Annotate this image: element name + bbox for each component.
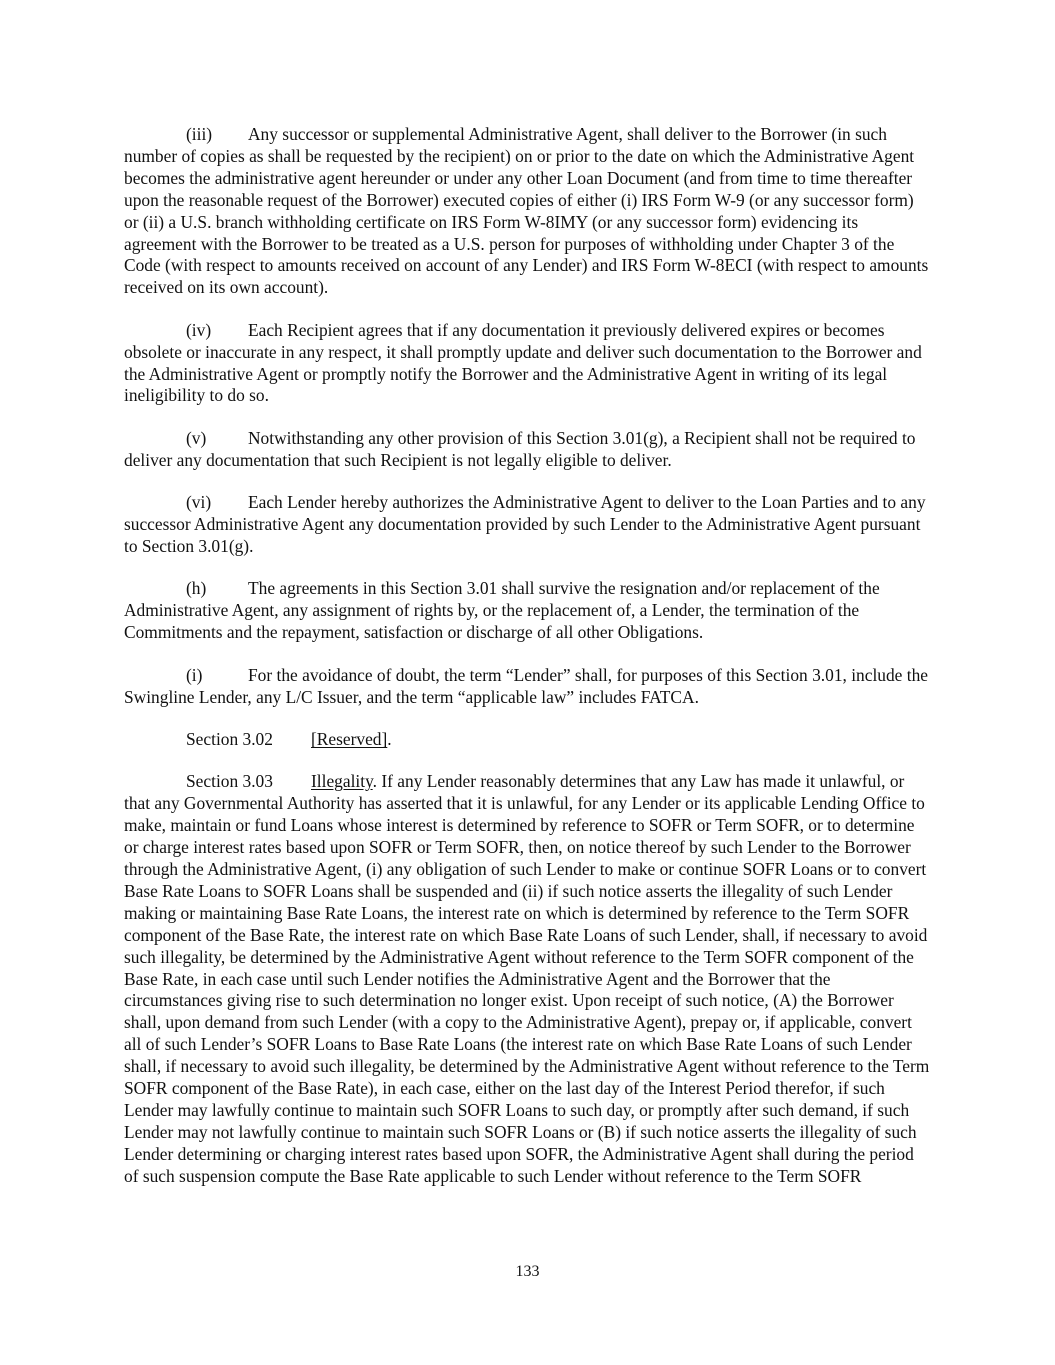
section-text: . If any Lender reasonably determines that any Law has made it unlawful, or that any Governmental Authority has asserted that it is unlawful, for any Lender or its applicable Lending Office to make, maintain or fund Loans whose interest is determined by reference to SOFR or Term SOFR, or to determine or charge interest rates based upon SOFR or Term SOFR, then, on notice thereof by such Lender to the Borrower through the Administrative Agent, (i) any obligation of such Lender to make or continue SOFR Loans or to convert Base Rate Loans to SOFR Loans shall be suspended and (ii) if such notice asserts the illegality of such Lender making or maintaining Base Rate Loans, the interest rate on which is determined by reference to the Term SOFR component of the Base Rate, the interest rate on which Base Rate Loans of such Lender, shall, if necessary to avoid such illegality, be determined by the Administrative Agent without reference to the Term SOFR component of the Base Rate, in each case until such Lender notifies the Administrative Agent and the Borrower that the circumstances giving rise to such determination no longer exist. Upon receipt of such notice, (A) the Borrower shall, upon demand from such Lender (with a copy to the Administrative Agent), prepay or, if applicable, convert all of such Lender’s SOFR Loans to Base Rate Loans (the interest rate on which Base Rate Loans of such Lender shall, if necessary to avoid such illegality, be determined by the Administrative Agent without reference to the Term SOFR component of the Base Rate), in each case, either on the last day of the Interest Period therefor, if such Lender may lawfully continue to maintain such SOFR Loans to such day, or promptly after such demand, if such Lender may not lawfully continue to maintain such SOFR Loans or (B) if such notice asserts the illegality of such Lender determining or charging interest rates based upon SOFR, the Administrative Agent shall during the period of such suspension compute the Base Rate applicable to such Lender without reference to the Term SOFR (124, 771, 930, 1186)
paragraph-iii (124, 124, 932, 299)
document-body (124, 124, 932, 1208)
section-label: Section 3.02 (186, 728, 273, 749)
paragraph-text: Any successor or supplemental Administrative Agent, shall deliver to the Borrower (in such number of copies as shall be requested by the recipient) on or prior to the date on which the Administrative Agent becomes the administrative agent hereunder or under any other Loan Document (and from time to time thereafter upon the reasonable request of the Borrower) executed copies of either (i) IRS Form W-9 (or any successor form) or (ii) a U.S. branch withholding certificate on IRS Form W-8IMY (or any successor form) evidencing its agreement with the Borrower to be treated as a U.S. person for purposes of withholding under Chapter 3 of the Code (with respect to amounts received on account of any Lender) and IRS Form W-8ECI (with respect to amounts received on its own account). (124, 124, 929, 298)
paragraph-number: (h) (186, 578, 207, 599)
paragraph-vi (124, 492, 932, 558)
paragraph-number: (iii) (186, 124, 213, 144)
section-title-period: . (387, 728, 392, 749)
section-title: [Reserved] (311, 728, 388, 749)
paragraph-text: Notwithstanding any other provision of this Section 3.01(g), a Recipient shall not be required to deliver any documentation that such Recipient is not legally eligible to deliver. (124, 427, 916, 470)
section-3-03 (124, 771, 932, 1187)
paragraph-text: Each Recipient agrees that if any documentation it previously delivered expires or becomes obsolete or inaccurate in any respect, it shall promptly update and deliver such documentation to the Borrower and the Administrative Agent or promptly notify the Borrower and the Administrative Agent in writing of its legal ineligibility to do so. (124, 319, 922, 406)
paragraph-text: The agreements in this Section 3.01 shall survive the resignation and/or replacement of the Administrative Agent, any assignment of rights by, or the replacement of, a Lender, the termination of the Commitments and the repayment, satisfaction or discharge of all other Obligations. (124, 578, 880, 643)
paragraph-text: For the avoidance of doubt, the term “Lender” shall, for purposes of this Section 3.01, include the Swingline Lender, any L/C Issuer, and the term “applicable law” includes FATCA. (124, 664, 928, 707)
paragraph-number: (v) (186, 427, 207, 448)
section-title: Illegality (311, 771, 373, 792)
paragraph-v (124, 428, 932, 472)
page-number: 133 (515, 1263, 540, 1280)
paragraph-iv (124, 320, 932, 408)
paragraph-number: (i) (186, 664, 203, 685)
paragraph-i (124, 665, 932, 709)
paragraph-number: (iv) (186, 319, 212, 340)
paragraph-text: Each Lender hereby authorizes the Administrative Agent to deliver to the Loan Parties and to any successor Administrative Agent any documentation provided by such Lender to the Administrative Agent pursuant to Section 3.01(g). (124, 492, 926, 556)
paragraph-h (124, 578, 932, 644)
paragraph-number: (vi) (186, 492, 212, 513)
section-3-02 (124, 729, 932, 751)
section-label: Section 3.03 (186, 771, 273, 792)
